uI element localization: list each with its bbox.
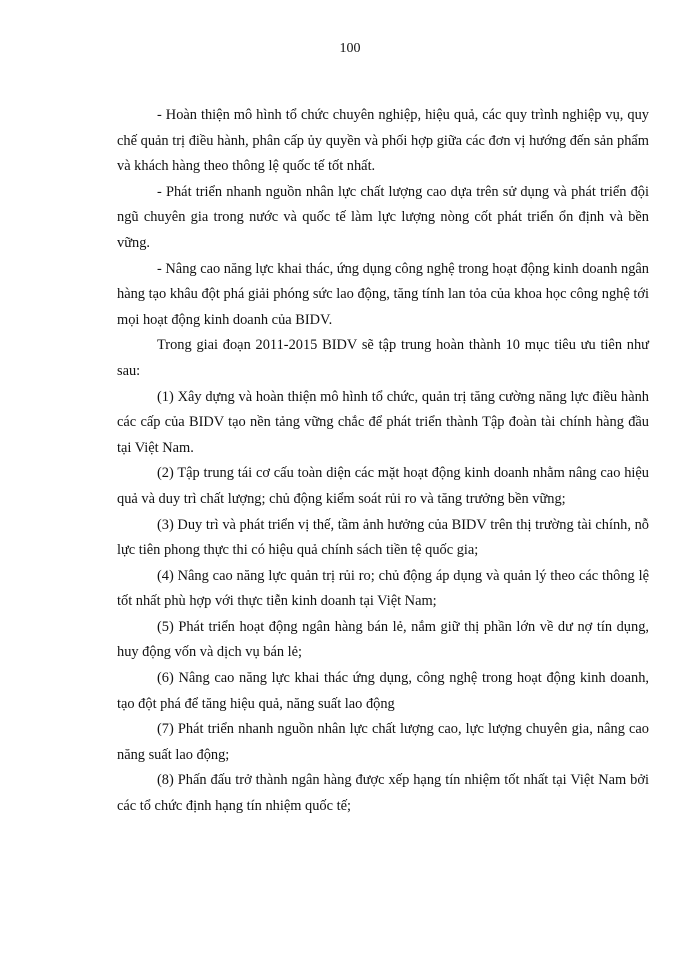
paragraph: Trong giai đoạn 2011-2015 BIDV sẽ tập trung hoàn thành 10 mục tiêu ưu tiên như sau:: [117, 337, 649, 379]
paragraph: - Hoàn thiện mô hình tổ chức chuyên nghiệp, hiệu quả, các quy trình nghiệp vụ, quy chế quản trị điều hành, phân cấp ủy quyền và phối hợp giữa các đơn vị hướng đến sản phẩm và khách hàng theo thông lệ quốc tế tốt nhất.: [117, 107, 649, 175]
paragraph: - Nâng cao năng lực khai thác, ứng dụng công nghệ trong hoạt động kinh doanh ngân hàng tạo khâu đột phá giải phóng sức lao động, tăng tính lan tỏa của khoa học công nghệ tới mọi hoạt động kinh doanh của BIDV.: [117, 260, 649, 328]
paragraph: (3) Duy trì và phát triển vị thế, tầm ảnh hưởng của BIDV trên thị trường tài chính, nỗ lực tiên phong thực thi có hiệu quả chính sách tiền tệ quốc gia;: [117, 516, 649, 559]
paragraph: (6) Nâng cao năng lực khai thác ứng dụng, công nghệ trong hoạt động kinh doanh, tạo đột phá để tăng hiệu quả, năng suất lao động: [117, 670, 649, 712]
paragraph: (5) Phát triển hoạt động ngân hàng bán lẻ, nắm giữ thị phần lớn về dư nợ tín dụng, huy động vốn và dịch vụ bán lẻ;: [117, 618, 649, 661]
paragraph: (7) Phát triển nhanh nguồn nhân lực chất lượng cao, lực lượng chuyên gia, nâng cao năng suất lao động;: [117, 721, 649, 763]
paragraph: (1) Xây dựng và hoàn thiện mô hình tổ chức, quản trị tăng cường năng lực điều hành các cấp của BIDV tạo nền tảng vững chắc để phát triển thành Tập đoàn tài chính hàng đầu tại Việt Nam.: [117, 388, 649, 456]
paragraph: (2) Tập trung tái cơ cấu toàn diện các mặt hoạt động kinh doanh nhằm nâng cao hiệu quả và duy trì chất lượng; chủ động kiểm soát rủi ro và tăng trưởng bền vững;: [117, 465, 649, 507]
paragraph: (8) Phấn đấu trở thành ngân hàng được xếp hạng tín nhiệm tốt nhất tại Việt Nam bởi các tổ chức định hạng tín nhiệm quốc tế;: [117, 772, 649, 815]
page-number: 100: [339, 41, 361, 56]
document-body: [117, 103, 649, 820]
paragraph: - Phát triển nhanh nguồn nhân lực chất lượng cao dựa trên sử dụng và phát triển đội ngũ chuyên gia trong nước và quốc tế làm lực lượng nòng cốt phát triển ổn định và bền vững.: [117, 183, 649, 251]
paragraph: (4) Nâng cao năng lực quản trị rủi ro; chủ động áp dụng và quản lý theo các thông lệ tốt nhất phù hợp với thực tiễn kinh doanh tại Việt Nam;: [117, 567, 649, 610]
